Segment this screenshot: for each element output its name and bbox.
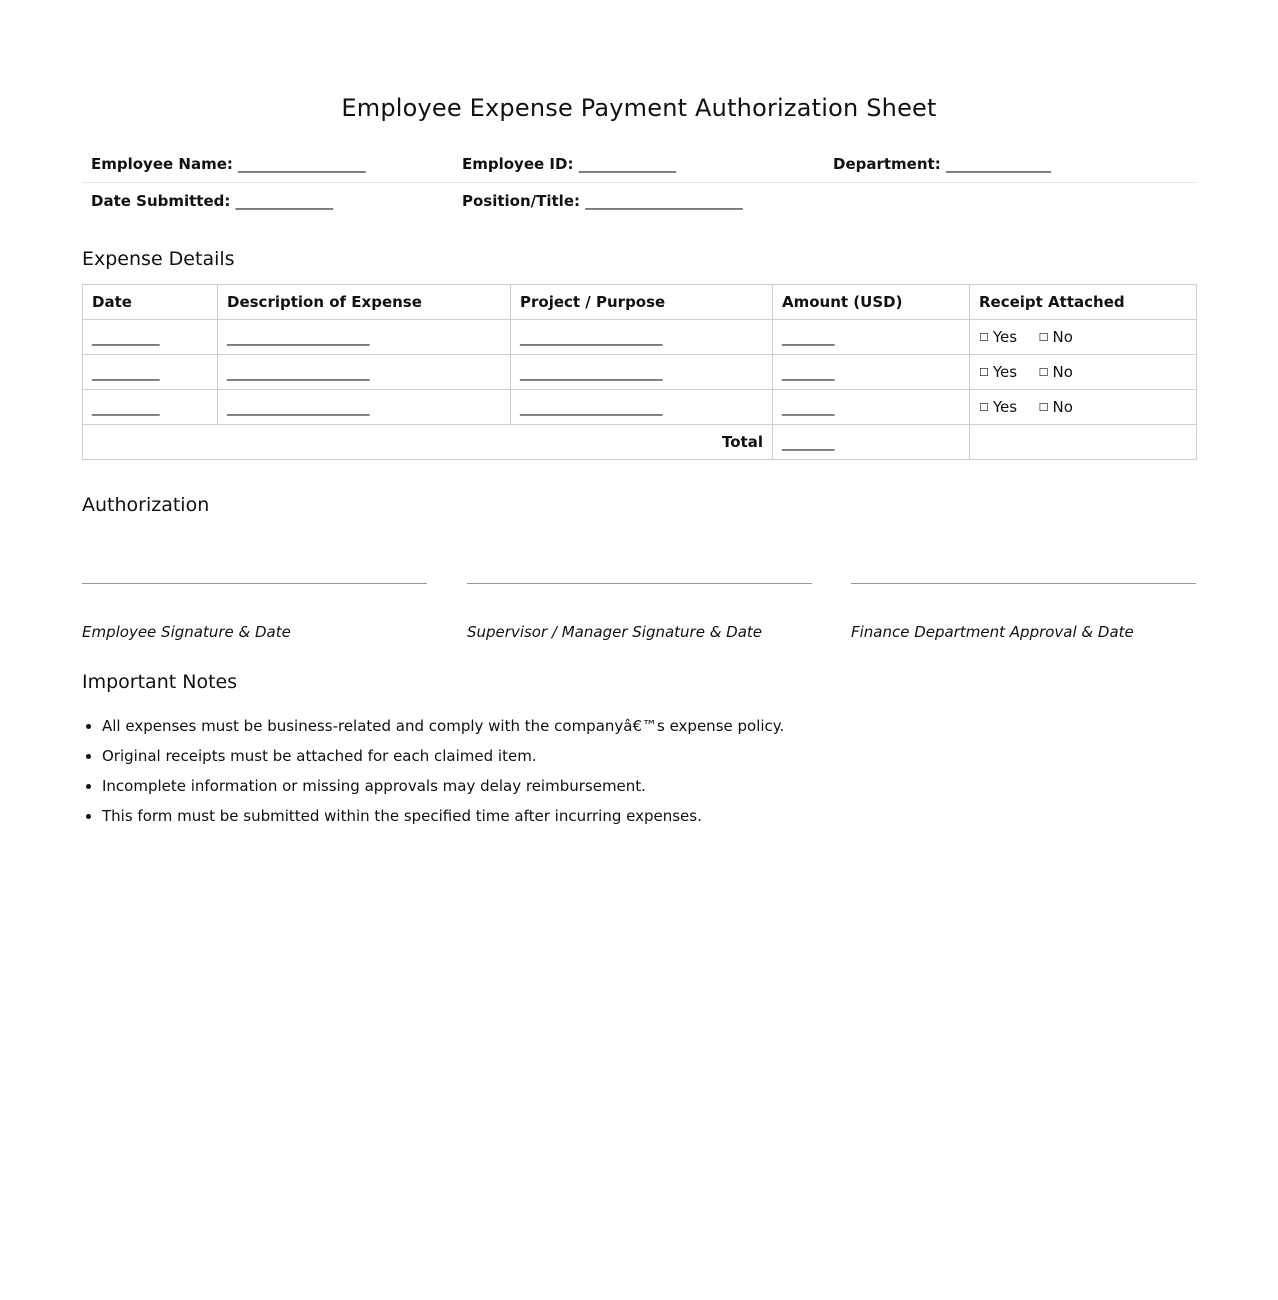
receipt-yes-option[interactable] xyxy=(979,363,1017,381)
employee-id-field[interactable] xyxy=(453,155,824,173)
list-item: • Incomplete information or missing approvals may delay reimbursement. xyxy=(102,771,784,801)
receipt-yes-option[interactable] xyxy=(979,328,1017,346)
receipt-cell xyxy=(970,355,1197,390)
project-cell[interactable]: ___________________ xyxy=(511,355,773,390)
column-header-date: Date xyxy=(83,285,218,320)
receipt-no-option[interactable] xyxy=(1039,398,1073,416)
department-field[interactable] xyxy=(824,155,1195,173)
position-title-label: Position/Title: xyxy=(462,192,581,210)
column-header-receipt: Receipt Attached xyxy=(970,285,1197,320)
department-label: Department: xyxy=(833,155,941,173)
table-header-row xyxy=(83,285,1197,320)
supervisor-signature-block[interactable] xyxy=(467,583,812,641)
list-item: • All expenses must be business-related and comply with the companyâ€™s expense policy. xyxy=(102,711,784,741)
list-item: • Original receipts must be attached for each claimed item. xyxy=(102,741,784,771)
department-blank[interactable]: ______________ xyxy=(945,155,1051,173)
employee-signature-block[interactable] xyxy=(82,583,427,641)
no-label: No xyxy=(1052,398,1073,416)
position-title-field[interactable] xyxy=(453,192,824,210)
amount-cell[interactable]: _______ xyxy=(773,320,970,355)
table-row xyxy=(83,390,1197,425)
total-amount-cell[interactable]: _______ xyxy=(773,425,970,460)
checkbox-icon[interactable]: ☐ xyxy=(979,366,989,379)
column-header-description: Description of Expense xyxy=(218,285,511,320)
table-row xyxy=(83,355,1197,390)
yes-label: Yes xyxy=(992,328,1018,346)
signature-line[interactable] xyxy=(851,583,1196,584)
column-header-project: Project / Purpose xyxy=(511,285,773,320)
supervisor-signature-label: Supervisor / Manager Signature & Date xyxy=(467,623,763,641)
checkbox-icon[interactable]: ☐ xyxy=(1038,401,1049,414)
receipt-cell xyxy=(970,390,1197,425)
expense-details-heading: Expense Details xyxy=(82,248,235,270)
yes-label: Yes xyxy=(992,363,1018,381)
list-item: • This form must be submitted within the specified time after incurring expenses. xyxy=(102,801,784,831)
checkbox-icon[interactable]: ☐ xyxy=(1038,366,1049,379)
employee-id-blank[interactable]: _____________ xyxy=(578,155,677,173)
total-label: Total xyxy=(83,425,773,460)
finance-approval-block[interactable] xyxy=(851,583,1196,641)
total-row xyxy=(83,425,1197,460)
receipt-yes-option[interactable] xyxy=(979,398,1017,416)
description-cell[interactable]: ___________________ xyxy=(218,355,511,390)
employee-id-label: Employee ID: xyxy=(462,155,574,173)
date-submitted-blank[interactable]: _____________ xyxy=(235,192,334,210)
finance-approval-label: Finance Department Approval & Date xyxy=(851,623,1134,641)
description-cell[interactable]: ___________________ xyxy=(218,320,511,355)
employee-info-grid xyxy=(82,146,1196,219)
yes-label: Yes xyxy=(992,398,1018,416)
important-notes-heading: Important Notes xyxy=(82,671,238,693)
checkbox-icon[interactable]: ☐ xyxy=(979,331,989,344)
authorization-heading: Authorization xyxy=(82,494,210,516)
amount-cell[interactable]: _______ xyxy=(773,390,970,425)
employee-name-field[interactable] xyxy=(82,155,453,173)
receipt-no-option[interactable] xyxy=(1039,328,1073,346)
project-cell[interactable]: ___________________ xyxy=(511,320,773,355)
date-cell[interactable]: _________ xyxy=(83,355,218,390)
employee-name-label: Employee Name: xyxy=(91,155,233,173)
page-title: Employee Expense Payment Authorization Sheet xyxy=(341,94,937,122)
description-cell[interactable]: ___________________ xyxy=(218,390,511,425)
info-row xyxy=(82,146,1196,183)
employee-signature-label: Employee Signature & Date xyxy=(82,623,291,641)
signature-line[interactable] xyxy=(82,583,427,584)
signature-line[interactable] xyxy=(467,583,812,584)
receipt-cell xyxy=(970,320,1197,355)
checkbox-icon[interactable]: ☐ xyxy=(1038,331,1049,344)
date-cell[interactable]: _________ xyxy=(83,390,218,425)
date-submitted-label: Date Submitted: xyxy=(91,192,231,210)
amount-cell[interactable]: _______ xyxy=(773,355,970,390)
no-label: No xyxy=(1052,363,1073,381)
info-row xyxy=(82,183,1196,219)
empty-total-cell xyxy=(970,425,1197,460)
position-title-blank[interactable]: _____________________ xyxy=(585,192,743,210)
expense-table xyxy=(82,284,1197,460)
date-submitted-field[interactable] xyxy=(82,192,453,210)
checkbox-icon[interactable]: ☐ xyxy=(979,401,989,414)
notes-list xyxy=(82,711,784,831)
receipt-no-option[interactable] xyxy=(1039,363,1073,381)
employee-name-blank[interactable]: _________________ xyxy=(238,155,366,173)
no-label: No xyxy=(1052,328,1073,346)
project-cell[interactable]: ___________________ xyxy=(511,390,773,425)
date-cell[interactable]: _________ xyxy=(83,320,218,355)
column-header-amount: Amount (USD) xyxy=(773,285,970,320)
table-row xyxy=(83,320,1197,355)
